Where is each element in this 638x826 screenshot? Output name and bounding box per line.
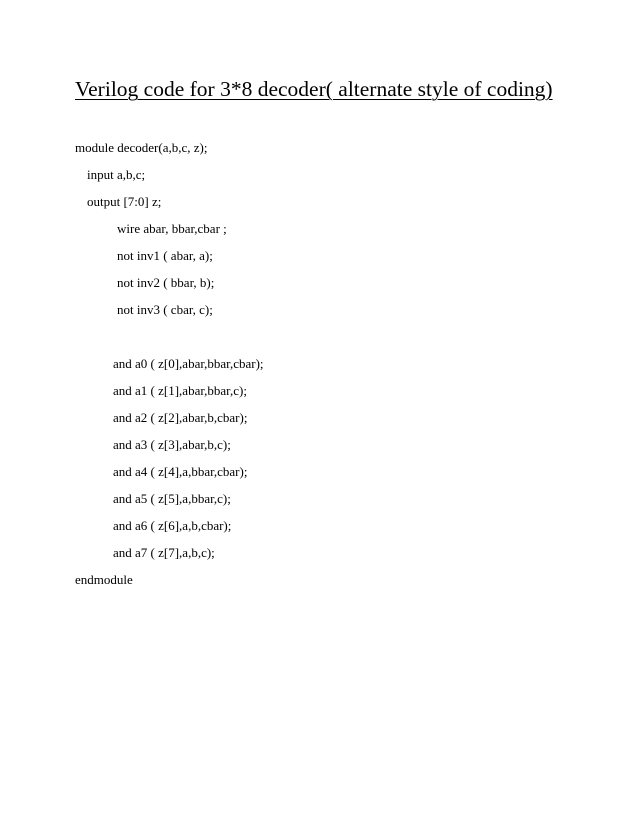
code-line: not inv3 ( cbar, c); [117, 302, 213, 317]
code-line: and a5 ( z[5],a,bbar,c); [113, 491, 231, 506]
document-title: Verilog code for 3*8 decoder( alternate style of coding) [75, 77, 553, 101]
code-line: and a0 ( z[0],abar,bbar,cbar); [113, 356, 264, 371]
code-line: input a,b,c; [87, 167, 146, 182]
code-line: wire abar, bbar,cbar ; [117, 221, 227, 236]
code-line: and a1 ( z[1],abar,bbar,c); [113, 383, 247, 398]
code-line: and a7 ( z[7],a,b,c); [113, 545, 215, 560]
code-line: and a4 ( z[4],a,bbar,cbar); [113, 464, 248, 479]
code-line: and a2 ( z[2],abar,b,cbar); [113, 410, 248, 425]
code-line: not inv2 ( bbar, b); [117, 275, 215, 290]
code-line: endmodule [75, 572, 133, 587]
code-line: and a6 ( z[6],a,b,cbar); [113, 518, 232, 533]
code-line: not inv1 ( abar, a); [117, 248, 213, 263]
code-line: module decoder(a,b,c, z); [75, 140, 208, 155]
code-line: and a3 ( z[3],abar,b,c); [113, 437, 231, 452]
code-line: output [7:0] z; [87, 194, 162, 209]
